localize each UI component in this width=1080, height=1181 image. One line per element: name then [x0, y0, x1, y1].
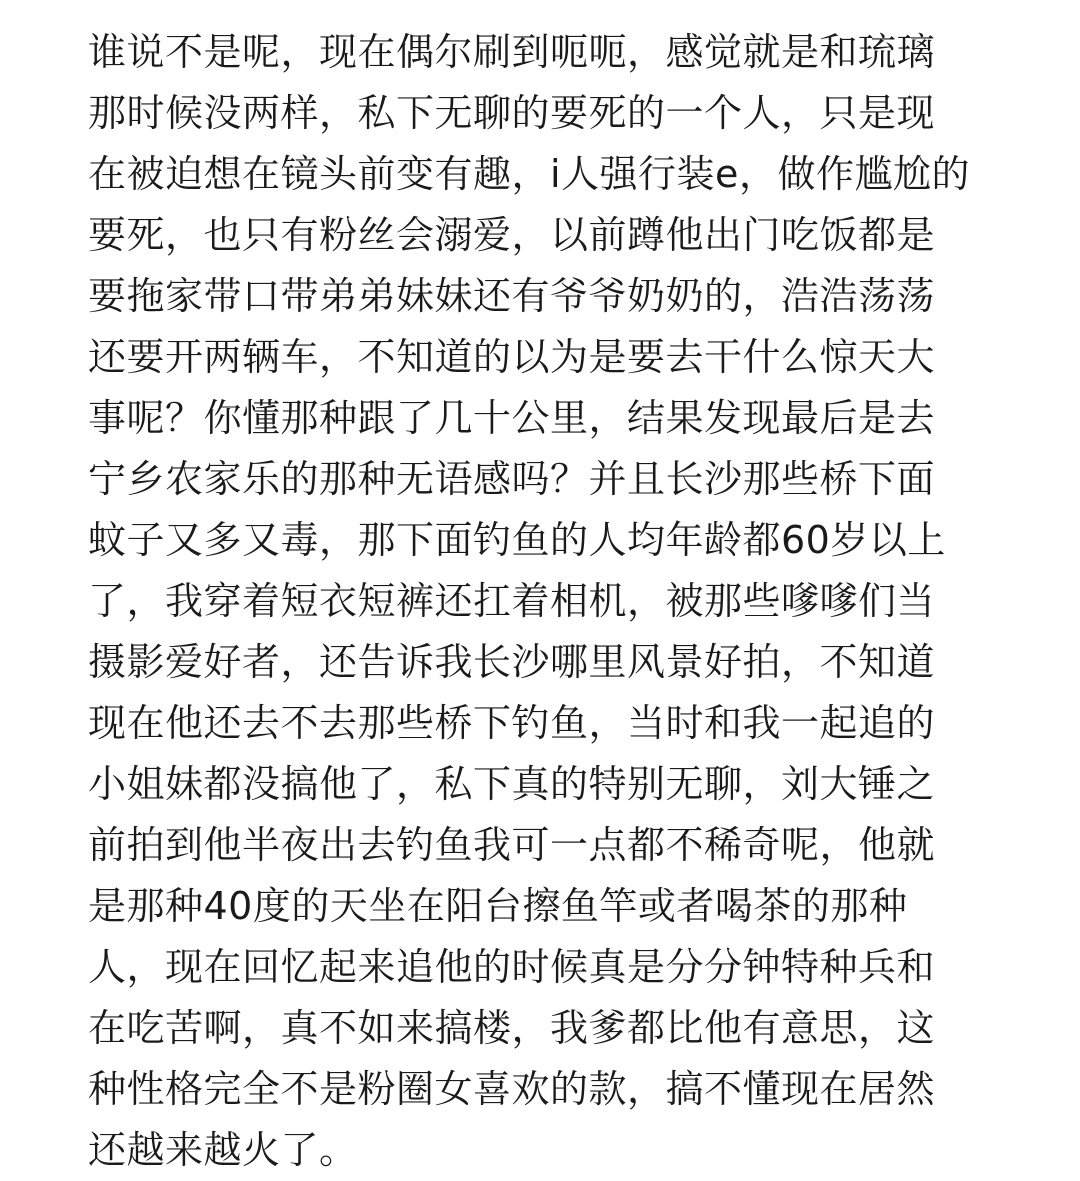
- post-text-line-13: 小姐妹都没搞他了，私下真的特别无聊，刘大锤之: [88, 762, 936, 806]
- post-text-line-3: 在被迫想在镜头前变有趣，i人强行装e，做作尴尬的: [88, 152, 970, 196]
- post-text-line-6: 还要开两辆车，不知道的以为是要去干什么惊天大: [88, 335, 936, 379]
- post-text-line-8: 宁乡农家乐的那种无语感吗？并且长沙那些桥下面: [88, 457, 936, 501]
- post-text-line-19: 还越来越火了。: [88, 1128, 358, 1172]
- post-text-line-15: 是那种40度的天坐在阳台擦鱼竿或者喝茶的那种: [88, 884, 908, 928]
- post-text-line-12: 现在他还去不去那些桥下钓鱼，当时和我一起追的: [88, 701, 936, 745]
- post-text-line-1: 谁说不是呢，现在偶尔刷到呃呃，感觉就是和琉璃: [88, 30, 936, 74]
- post-body: [88, 22, 1048, 1181]
- post-text-line-10: 了，我穿着短衣短裤还扛着相机，被那些嗲嗲们当: [88, 579, 936, 623]
- post-text-line-18: 种性格完全不是粉圈女喜欢的款，搞不懂现在居然: [88, 1067, 936, 1111]
- post-text-line-5: 要拖家带口带弟弟妹妹还有爷爷奶奶的，浩浩荡荡: [88, 274, 936, 318]
- post-text-line-17: 在吃苦啊，真不如来搞楼，我爹都比他有意思，这: [88, 1006, 936, 1050]
- post-text-line-14: 前拍到他半夜出去钓鱼我可一点都不稀奇呢，他就: [88, 823, 936, 867]
- post-text-line-11: 摄影爱好者，还告诉我长沙哪里风景好拍，不知道: [88, 640, 936, 684]
- post-text-line-9: 蚊子又多又毒，那下面钓鱼的人均年龄都60岁以上: [88, 518, 946, 562]
- post-text-line-4: 要死，也只有粉丝会溺爱，以前蹲他出门吃饭都是: [88, 213, 936, 257]
- post-text-line-16: 人，现在回忆起来追他的时候真是分分钟特种兵和: [88, 945, 936, 989]
- post-text-line-7: 事呢？你懂那种跟了几十公里，结果发现最后是去: [88, 396, 936, 440]
- post-text-line-2: 那时候没两样，私下无聊的要死的一个人，只是现: [88, 91, 936, 135]
